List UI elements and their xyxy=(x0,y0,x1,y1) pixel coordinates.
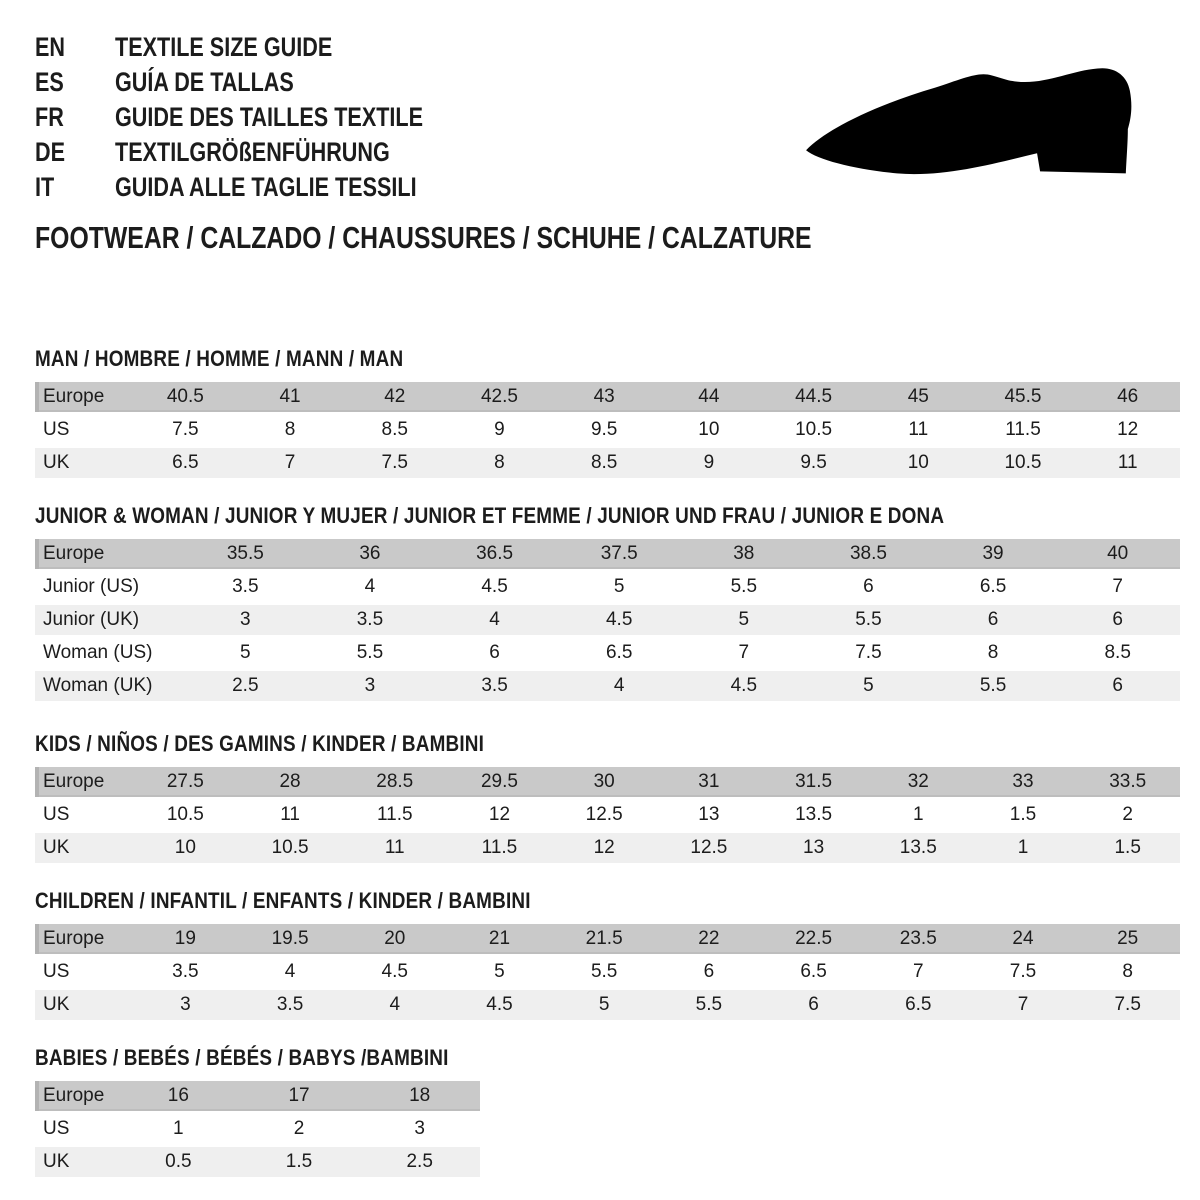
size-value-cell: 3.5 xyxy=(481,675,508,696)
size-value-cell: 21 xyxy=(488,928,511,949)
table-row xyxy=(35,638,1180,668)
table-row xyxy=(35,990,1180,1020)
size-value-cell: 21.5 xyxy=(585,928,623,949)
size-value-cell: 2.5 xyxy=(406,1151,433,1172)
size-value-cell: 6.5 xyxy=(905,994,932,1015)
size-value-cell: 4 xyxy=(489,609,500,630)
size-value-cell: 42.5 xyxy=(480,386,518,407)
table-row xyxy=(35,448,1180,478)
size-table-babies xyxy=(35,1081,480,1177)
language-row xyxy=(35,170,500,205)
row-label: Europe xyxy=(43,386,105,407)
table-header-row xyxy=(35,539,1180,569)
row-label: Europe xyxy=(43,771,105,792)
size-value-cell: 42 xyxy=(384,386,406,407)
size-value-cell: 17 xyxy=(288,1085,310,1106)
language-title-block xyxy=(35,30,500,205)
size-value-cell: 5 xyxy=(613,576,625,597)
section-man xyxy=(35,346,1180,481)
table-row xyxy=(35,415,1180,445)
size-value-cell: 40 xyxy=(1107,543,1129,564)
size-value-cell: 6.5 xyxy=(172,452,199,473)
row-label: UK xyxy=(43,1151,70,1172)
size-value-cell: 8.5 xyxy=(1104,642,1131,663)
size-value-cell: 31 xyxy=(698,771,720,792)
size-value-cell: 12 xyxy=(593,837,615,858)
size-value-cell: 2 xyxy=(293,1118,305,1139)
size-value-cell: 5 xyxy=(494,961,505,982)
size-value-cell: 1 xyxy=(173,1118,184,1139)
table-row xyxy=(35,800,1180,830)
size-value-cell: 6 xyxy=(1112,675,1123,696)
table-row xyxy=(35,957,1180,987)
size-value-cell: 10.5 xyxy=(166,804,204,825)
size-value-cell: 5.5 xyxy=(695,994,723,1015)
row-label: Europe xyxy=(43,543,105,564)
size-value-cell: 12.5 xyxy=(585,804,623,825)
size-value-cell: 27.5 xyxy=(166,771,204,792)
size-value-cell: 8.5 xyxy=(381,419,408,440)
size-value-cell: 0.5 xyxy=(165,1151,192,1172)
size-value-cell: 25 xyxy=(1117,928,1139,949)
size-value-cell: 7.5 xyxy=(1009,961,1037,982)
size-value-cell: 37.5 xyxy=(600,543,638,564)
size-value-cell: 7 xyxy=(912,961,924,982)
size-value-cell: 43 xyxy=(593,386,615,407)
section-title: BABIES / BEBÉS / BÉBÉS / BABYS /BAMBINI xyxy=(35,1045,449,1070)
row-label: UK xyxy=(43,837,70,858)
size-value-cell: 3.5 xyxy=(356,609,384,630)
size-value-cell: 12 xyxy=(1117,419,1139,440)
size-value-cell: 11 xyxy=(384,837,405,858)
size-value-cell: 13 xyxy=(803,837,825,858)
row-label: US xyxy=(43,1118,70,1139)
section-kids xyxy=(35,731,1180,866)
table-row xyxy=(35,605,1180,635)
size-value-cell: 7 xyxy=(1112,576,1123,597)
size-value-cell: 7 xyxy=(284,452,296,473)
size-value-cell: 6 xyxy=(489,642,500,663)
size-value-cell: 1.5 xyxy=(285,1151,313,1172)
size-value-cell: 9 xyxy=(494,419,505,440)
size-value-cell: 3 xyxy=(180,994,191,1015)
size-value-cell: 7 xyxy=(738,642,750,663)
size-value-cell: 38 xyxy=(733,543,755,564)
size-value-cell: 6.5 xyxy=(800,961,827,982)
size-value-cell: 19 xyxy=(174,928,196,949)
language-row xyxy=(35,30,500,65)
size-value-cell: 5.5 xyxy=(855,609,882,630)
size-value-cell: 5 xyxy=(738,609,750,630)
size-value-cell: 12.5 xyxy=(690,837,728,858)
category-heading: FOOTWEAR / CALZADO / CHAUSSURES / SCHUHE / CALZATURE xyxy=(35,220,812,255)
size-table-man xyxy=(35,382,1180,478)
table-header-row xyxy=(35,924,1180,954)
size-value-cell: 10.5 xyxy=(795,419,833,440)
size-value-cell: 22 xyxy=(698,928,720,949)
size-value-cell: 1.5 xyxy=(1009,804,1037,825)
size-value-cell: 38.5 xyxy=(849,543,887,564)
size-value-cell: 10.5 xyxy=(1004,452,1042,473)
language-code: EN xyxy=(35,32,66,62)
size-table-kids xyxy=(35,767,1180,863)
size-value-cell: 32 xyxy=(907,771,929,792)
section-title: KIDS / NIÑOS / DES GAMINS / KINDER / BAMBINI xyxy=(35,731,485,756)
size-value-cell: 7.5 xyxy=(855,642,882,663)
language-title: GUIDA ALLE TAGLIE TESSILI xyxy=(115,172,417,202)
row-label: Europe xyxy=(43,1085,105,1106)
row-label: US xyxy=(43,804,70,825)
table-row xyxy=(35,1114,480,1144)
size-value-cell: 45.5 xyxy=(1004,386,1042,407)
size-value-cell: 5.5 xyxy=(979,675,1007,696)
size-value-cell: 3 xyxy=(414,1118,425,1139)
section-babies xyxy=(35,1045,516,1180)
size-value-cell: 8 xyxy=(1122,961,1133,982)
size-value-cell: 3.5 xyxy=(172,961,199,982)
table-row xyxy=(35,833,1180,863)
language-title: TEXTILE SIZE GUIDE xyxy=(115,32,333,62)
size-value-cell: 11.5 xyxy=(481,837,518,858)
language-title: GUÍA DE TALLAS xyxy=(115,67,294,97)
size-value-cell: 18 xyxy=(409,1085,431,1106)
size-value-cell: 5 xyxy=(863,675,874,696)
table-row xyxy=(35,572,1180,602)
size-value-cell: 31.5 xyxy=(795,771,833,792)
size-value-cell: 11.5 xyxy=(1005,419,1041,440)
section-title: CHILDREN / INFANTIL / ENFANTS / KINDER / BAMBINI xyxy=(35,888,531,913)
size-value-cell: 28.5 xyxy=(376,771,414,792)
shoe-icon xyxy=(798,64,1146,188)
size-value-cell: 3 xyxy=(240,609,251,630)
size-value-cell: 45 xyxy=(907,386,929,407)
row-label: Junior (UK) xyxy=(43,609,140,630)
row-label: UK xyxy=(43,452,70,473)
size-value-cell: 4.5 xyxy=(481,576,508,597)
table-header-row xyxy=(35,767,1180,797)
size-value-cell: 5 xyxy=(598,994,610,1015)
row-label: UK xyxy=(43,994,70,1015)
size-value-cell: 16 xyxy=(167,1085,189,1106)
size-value-cell: 5 xyxy=(240,642,251,663)
size-value-cell: 7.5 xyxy=(172,419,199,440)
language-code: IT xyxy=(35,172,55,202)
size-value-cell: 41 xyxy=(279,386,301,407)
row-label: Woman (UK) xyxy=(43,675,153,696)
size-value-cell: 30 xyxy=(593,771,615,792)
size-value-cell: 44.5 xyxy=(795,386,833,407)
row-label: Junior (US) xyxy=(43,576,140,597)
size-value-cell: 4 xyxy=(364,576,376,597)
language-row xyxy=(35,135,500,170)
size-table-children xyxy=(35,924,1180,1020)
size-value-cell: 44 xyxy=(698,386,720,407)
size-value-cell: 4.5 xyxy=(381,961,408,982)
size-value-cell: 36.5 xyxy=(476,543,514,564)
size-value-cell: 10 xyxy=(698,419,720,440)
row-label: US xyxy=(43,961,70,982)
size-value-cell: 5.5 xyxy=(590,961,618,982)
size-value-cell: 6 xyxy=(1112,609,1123,630)
language-code: FR xyxy=(35,102,64,132)
size-value-cell: 6 xyxy=(863,576,874,597)
row-label: Woman (US) xyxy=(43,642,153,663)
size-value-cell: 22.5 xyxy=(795,928,833,949)
table-row xyxy=(35,1147,480,1177)
size-value-cell: 35.5 xyxy=(226,543,264,564)
size-value-cell: 2 xyxy=(1122,804,1133,825)
size-value-cell: 4.5 xyxy=(730,675,758,696)
table-header-row xyxy=(35,382,1180,412)
size-value-cell: 5.5 xyxy=(730,576,758,597)
size-value-cell: 39 xyxy=(982,543,1004,564)
size-value-cell: 11.5 xyxy=(376,804,413,825)
language-code: ES xyxy=(35,67,64,97)
size-value-cell: 4 xyxy=(284,961,296,982)
size-value-cell: 2.5 xyxy=(232,675,259,696)
size-value-cell: 33.5 xyxy=(1109,771,1147,792)
size-value-cell: 8.5 xyxy=(590,452,618,473)
size-value-cell: 9.5 xyxy=(800,452,827,473)
size-value-cell: 6 xyxy=(808,994,819,1015)
size-value-cell: 23.5 xyxy=(899,928,937,949)
size-value-cell: 3 xyxy=(364,675,376,696)
size-value-cell: 7.5 xyxy=(1114,994,1141,1015)
size-table-junior-woman xyxy=(35,539,1180,701)
size-value-cell: 3.5 xyxy=(232,576,259,597)
size-value-cell: 12 xyxy=(488,804,511,825)
size-value-cell: 8 xyxy=(284,419,296,440)
size-value-cell: 19.5 xyxy=(271,928,309,949)
size-value-cell: 8 xyxy=(494,452,505,473)
size-value-cell: 11 xyxy=(1117,452,1138,473)
size-value-cell: 4.5 xyxy=(486,994,513,1015)
language-code: DE xyxy=(35,137,66,167)
size-value-cell: 5.5 xyxy=(356,642,384,663)
size-value-cell: 9.5 xyxy=(590,419,618,440)
size-value-cell: 6 xyxy=(987,609,999,630)
size-value-cell: 4 xyxy=(389,994,401,1015)
size-value-cell: 9 xyxy=(703,452,715,473)
language-title: GUIDE DES TAILLES TEXTILE xyxy=(115,102,424,132)
language-title: TEXTILGRÖßENFÜHRUNG xyxy=(115,137,390,167)
section-junior-woman xyxy=(35,503,1180,704)
size-value-cell: 33 xyxy=(1012,771,1034,792)
section-title: JUNIOR & WOMAN / JUNIOR Y MUJER / JUNIOR ET FEMME / JUNIOR UND FRAU / JUNIOR E DONA xyxy=(35,503,945,528)
size-value-cell: 28 xyxy=(279,771,301,792)
size-value-cell: 6 xyxy=(703,961,715,982)
size-value-cell: 24 xyxy=(1012,928,1034,949)
size-value-cell: 10 xyxy=(907,452,929,473)
size-value-cell: 11 xyxy=(280,804,300,825)
section-children xyxy=(35,888,1180,1023)
table-row xyxy=(35,671,1180,701)
row-label: US xyxy=(43,419,70,440)
size-value-cell: 1 xyxy=(1017,837,1029,858)
size-value-cell: 6.5 xyxy=(979,576,1007,597)
size-value-cell: 13.5 xyxy=(795,804,833,825)
size-value-cell: 20 xyxy=(384,928,406,949)
size-value-cell: 46 xyxy=(1117,386,1139,407)
size-value-cell: 13 xyxy=(698,804,720,825)
size-value-cell: 8 xyxy=(987,642,999,663)
language-row xyxy=(35,100,500,135)
size-value-cell: 11 xyxy=(908,419,929,440)
size-value-cell: 40.5 xyxy=(166,386,204,407)
size-value-cell: 3.5 xyxy=(276,994,304,1015)
size-value-cell: 10.5 xyxy=(271,837,309,858)
table-header-row xyxy=(35,1081,480,1111)
size-value-cell: 7 xyxy=(1017,994,1029,1015)
row-label: Europe xyxy=(43,928,105,949)
size-value-cell: 29.5 xyxy=(480,771,518,792)
language-row xyxy=(35,65,500,100)
section-title: MAN / HOMBRE / HOMME / MANN / MAN xyxy=(35,346,404,371)
size-value-cell: 7.5 xyxy=(381,452,408,473)
size-value-cell: 6.5 xyxy=(605,642,633,663)
size-value-cell: 1 xyxy=(912,804,924,825)
size-value-cell: 36 xyxy=(359,543,381,564)
size-value-cell: 4.5 xyxy=(605,609,633,630)
size-value-cell: 1.5 xyxy=(1114,837,1141,858)
size-value-cell: 10 xyxy=(174,837,196,858)
size-value-cell: 4 xyxy=(613,675,625,696)
size-value-cell: 13.5 xyxy=(899,837,937,858)
